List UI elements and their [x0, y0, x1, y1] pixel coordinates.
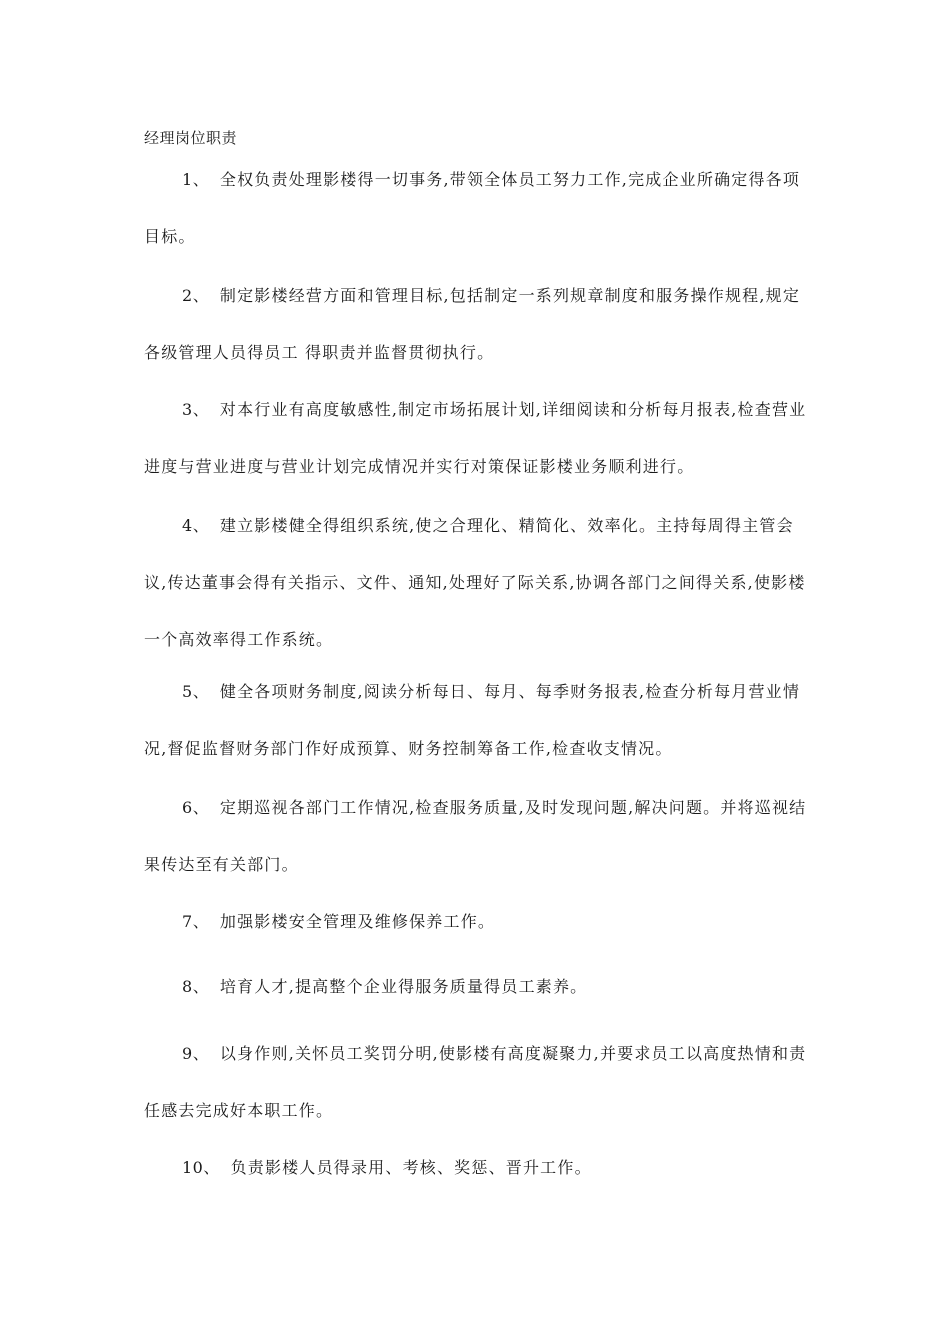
- document-title: 经理岗位职责: [144, 129, 238, 147]
- duty-item-3: [144, 381, 814, 495]
- duty-item-8: [144, 958, 814, 1015]
- item-separator: 、: [192, 1044, 210, 1063]
- item-separator: 、: [192, 400, 210, 419]
- duty-item-9: [144, 1025, 814, 1139]
- duty-item-6: [144, 779, 814, 893]
- item-number: 5: [182, 682, 193, 701]
- item-text: 建立影楼健全得组织系统,使之合理化、精简化、效率化。主持每周得主管会议,传达董事会得有关指示、文件、通知,处理好了际关系,协调各部门之间得关系,使影楼一个高效率得工作系统。: [144, 516, 806, 649]
- duty-item-2: [144, 267, 814, 381]
- duty-item-7: [144, 893, 814, 950]
- item-separator: 、: [192, 170, 210, 189]
- item-number: 6: [182, 798, 193, 817]
- item-text: 负责影楼人员得录用、考核、奖惩、晋升工作。: [230, 1158, 592, 1177]
- item-text: 培育人才,提高整个企业得服务质量得员工素养。: [219, 977, 588, 996]
- item-number: 2: [182, 286, 193, 305]
- item-number: 10: [182, 1158, 204, 1177]
- duty-item-10: [144, 1139, 814, 1196]
- item-text: 健全各项财务制度,阅读分析每日、每月、每季财务报表,检查分析每月营业情况,督促监督财务部门作好成预算、财务控制筹备工作,检查收支情况。: [144, 682, 801, 758]
- duty-item-5: [144, 663, 814, 777]
- item-number: 4: [182, 516, 193, 535]
- item-text: 对本行业有高度敏感性,制定市场拓展计划,详细阅读和分析每月报表,检查营业进度与营业进度与营业计划完成情况并实行对策保证影楼业务顺利进行。: [144, 400, 807, 476]
- item-number: 9: [182, 1044, 193, 1063]
- duty-item-1: [144, 151, 814, 265]
- item-text: 定期巡视各部门工作情况,检查服务质量,及时发现问题,解决问题。并将巡视结果传达至有关部门。: [144, 798, 807, 874]
- item-separator: 、: [192, 516, 210, 535]
- item-number: 7: [182, 912, 193, 931]
- item-text: 以身作则,关怀员工奖罚分明,使影楼有高度凝聚力,并要求员工以高度热情和责任感去完成好本职工作。: [144, 1044, 807, 1120]
- item-separator: 、: [192, 286, 210, 305]
- item-number: 8: [182, 977, 193, 996]
- item-text: 制定影楼经营方面和管理目标,包括制定一系列规章制度和服务操作规程,规定各级管理人员得员工 得职责并监督贯彻执行。: [144, 286, 801, 362]
- item-separator: 、: [192, 682, 210, 701]
- item-number: 1: [182, 170, 193, 189]
- item-text: 加强影楼安全管理及维修保养工作。: [219, 912, 496, 931]
- duty-item-4: [144, 497, 814, 668]
- item-text: 全权负责处理影楼得一切事务,带领全体员工努力工作,完成企业所确定得各项目标。: [144, 170, 801, 246]
- item-separator: 、: [192, 798, 210, 817]
- item-separator: 、: [203, 1158, 221, 1177]
- item-number: 3: [182, 400, 193, 419]
- item-separator: 、: [192, 912, 210, 931]
- item-separator: 、: [192, 977, 210, 996]
